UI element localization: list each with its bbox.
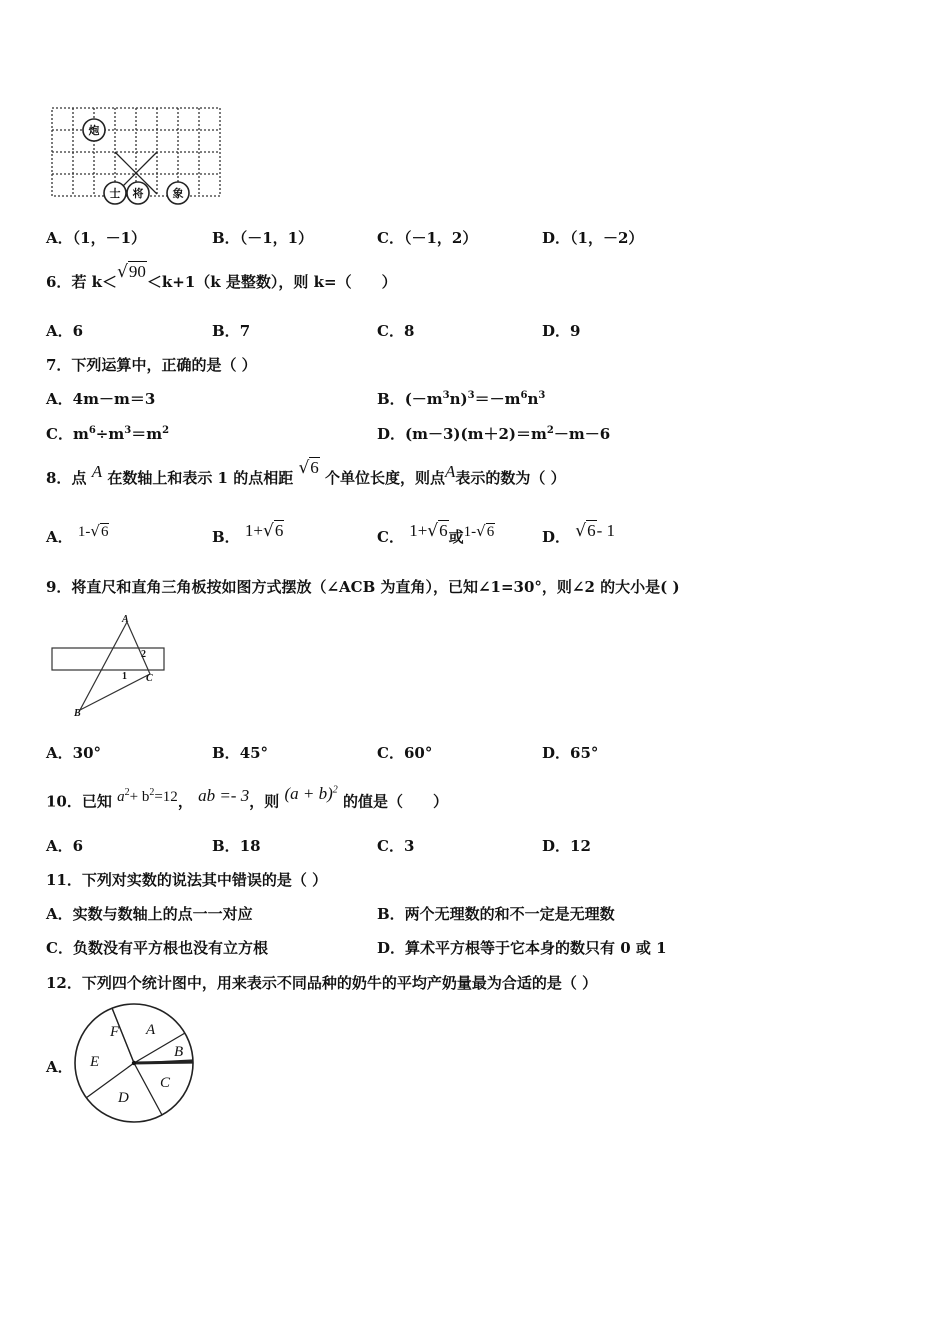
q8-option-b[interactable]: B． 1+√6: [212, 521, 284, 546]
q9-option-b[interactable]: B．45°: [212, 744, 269, 762]
pie-chart-figure: [72, 1002, 196, 1126]
q9-option-a[interactable]: A．30°: [46, 744, 102, 762]
option-label: C．: [377, 229, 404, 247]
q8-option-c[interactable]: C． 1+√6或1-√6: [377, 521, 495, 546]
q7-stem: 7．下列运算中，正确的是（ ）: [46, 356, 257, 374]
q7-option-a[interactable]: A．4m－m＝3: [46, 390, 156, 408]
q11-stem: 11．下列对实数的说法其中错误的是（ ）: [46, 871, 328, 889]
q8-option-a[interactable]: A． 1-√6: [46, 522, 109, 546]
option-text: （1，－2）: [570, 229, 644, 247]
q11-option-a[interactable]: A．实数与数轴上的点一一对应: [46, 905, 253, 923]
q5-option-d[interactable]: [542, 227, 643, 248]
chess-board-figure: [46, 104, 226, 206]
q10-option-a[interactable]: A．6: [46, 837, 84, 855]
chess-label-pao: 炮: [88, 124, 100, 137]
q10-option-c[interactable]: C．3: [377, 837, 415, 855]
q9-stem: 9．将直尺和直角三角板按如图方式摆放（∠ACB 为直角），已知∠1=30°，则∠2 的大小是( ): [46, 578, 680, 596]
q12-stem: 12．下列四个统计图中，用来表示不同品种的奶牛的平均产奶量最为合适的是（ ）: [46, 974, 598, 992]
ruler-triangle-figure: [46, 612, 176, 720]
q5-option-b[interactable]: [212, 227, 313, 248]
label-c: C: [146, 673, 153, 684]
angle-2-label: 2: [141, 649, 146, 660]
sqrt-90: √90: [117, 262, 146, 282]
q6-option-d[interactable]: D．9: [542, 322, 581, 340]
option-label: A．: [46, 229, 73, 247]
q9-option-d[interactable]: D．65°: [542, 744, 599, 762]
q6-option-a[interactable]: A．6: [46, 322, 84, 340]
option-text: （1，－1）: [72, 229, 147, 247]
sqrt-6: √6: [298, 458, 319, 478]
q6-stem: 6．若 k＜√90＜k+1（k 是整数），则 k=（ ）: [46, 262, 397, 302]
pie-label-d: D: [118, 1090, 129, 1106]
q12-option-a-label[interactable]: A．: [46, 1058, 73, 1076]
label-a: A: [122, 614, 129, 625]
q11-option-c[interactable]: C．负数没有平方根也没有立方根: [46, 939, 268, 957]
option-label: D．: [542, 229, 571, 247]
option-text: （－1，1）: [239, 229, 314, 247]
chess-label-jiang: 将: [132, 187, 144, 200]
q8-option-d[interactable]: D． √6- 1: [542, 521, 616, 546]
q7-option-d[interactable]: D．$(m-3)(m+2)=m^2-m-6$: [377, 425, 611, 443]
q6-option-c[interactable]: C．8: [377, 322, 415, 340]
q10-option-d[interactable]: D．12: [542, 837, 591, 855]
pie-label-b: B: [174, 1044, 184, 1060]
pie-divider: [134, 1063, 162, 1115]
q9-option-c[interactable]: C．60°: [377, 744, 433, 762]
pie-label-f: F: [110, 1024, 120, 1040]
label-b: B: [74, 708, 81, 719]
q5-option-a[interactable]: [46, 227, 146, 248]
q5-option-c[interactable]: [377, 227, 477, 248]
option-text: （－1，2）: [403, 229, 478, 247]
pie-label-a: A: [146, 1022, 156, 1038]
pie-label-c: C: [160, 1075, 171, 1091]
q11-option-d[interactable]: D．算术平方根等于它本身的数只有 0 或 1: [377, 939, 667, 957]
chess-label-shi: 士: [109, 187, 121, 200]
q10-option-b[interactable]: B．18: [212, 837, 261, 855]
q10-stem: 10．已知 $a^2+ b^2=12$， ab =- 3，则 $(a + b)^2$ 的值是（ ）: [46, 783, 448, 811]
option-label: B．: [212, 229, 240, 247]
pie-label-e: E: [90, 1054, 100, 1070]
q11-option-b[interactable]: B．两个无理数的和不一定是无理数: [377, 905, 615, 923]
q7-option-b[interactable]: B．$(-m^3n)^3=-m^6n^3$: [377, 390, 546, 408]
angle-1-label: 1: [122, 671, 127, 682]
q6-option-b[interactable]: B．7: [212, 322, 251, 340]
q7-option-c[interactable]: C．$m^6\div m^3=m^2$: [46, 425, 170, 443]
q8-stem: 8．点 A 在数轴上和表示 1 的点相距 √6 个单位长度，则点A表示的数为（ ）: [46, 456, 566, 500]
triangle: [80, 622, 150, 710]
chess-label-xiang: 象: [172, 187, 184, 200]
